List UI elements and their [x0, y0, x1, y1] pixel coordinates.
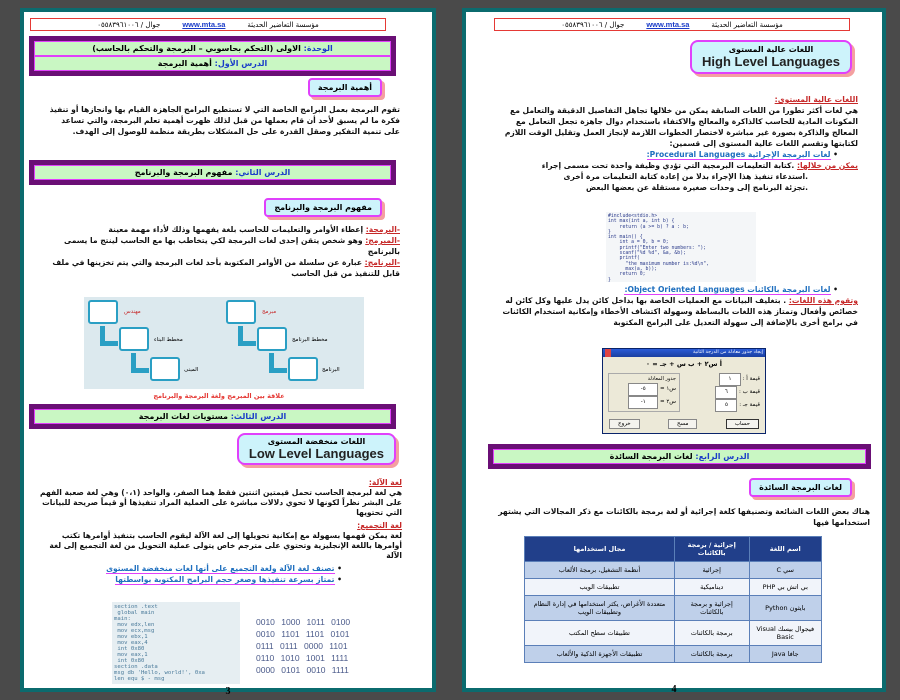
term: -المبرمج: — [365, 236, 400, 245]
label: وتقوم هذه اللغات: — [788, 296, 858, 305]
code-line: printf("Enter two numbers: "); — [608, 245, 707, 251]
code-line: return 0; — [608, 272, 646, 278]
code-line: main: — [114, 616, 131, 622]
lesson-title: مفهوم البرمجة والبرنامج — [134, 168, 233, 177]
equation: أ س٢ + ب س + جـ = ٠ — [646, 360, 722, 368]
programmer-figure — [84, 297, 364, 389]
table-cell: إجرائية و برمجة بالكائنات — [674, 596, 749, 621]
phone: جوال / ٠٥٥٨٣٩٦١٠٠٦ — [561, 20, 625, 29]
paragraph: تقوم البرمجة بعمل البرامج الخاصة التي لا تستطيع البرامج الجاهزة القيام بها وانجازها أو تنفيذ فكرة ما لم يسبق لأحد أن قام بعملها من قبل لذلك ظهرت أهمية تعلم البرمجة، والتي تساعد على تنمية التفكير وصقل القدرة على حل المشكلات بطريقة منظمة للوصول إلى الهدف. — [49, 105, 400, 136]
def-text: إعطاء الأوامر والتعليمات للحاسب بلغة يفهمها وذلك لأداء مهمة معينة — [108, 225, 366, 234]
website-link[interactable]: www.mta.sa — [182, 20, 226, 29]
machine-section — [34, 478, 402, 585]
root1-output: ٥- — [628, 383, 658, 396]
code-line: #include<stdio.h> — [608, 214, 658, 219]
dialog-titlebar — [603, 349, 765, 357]
page-3 — [20, 8, 436, 697]
table-cell: إجرائية — [674, 562, 749, 579]
figure-caption: علاقة بين المبرمج ولغة البرمجة والبرنامج — [153, 392, 285, 400]
root2-output: ١- — [628, 396, 658, 409]
page-header — [30, 18, 386, 31]
lesson-label: الدرس الثالث: — [230, 412, 287, 421]
high-level-title — [690, 40, 852, 74]
laptop-icon — [288, 357, 318, 381]
definitions — [38, 224, 400, 279]
diagram-icon — [257, 327, 287, 351]
lesson4-band — [488, 444, 871, 469]
website-link[interactable]: www.mta.sa — [646, 20, 690, 29]
binary-line: 0010 1000 1011 0100 — [256, 617, 351, 627]
root-label: س٢ = — [659, 399, 676, 405]
code-line: int 0x80 — [114, 658, 145, 664]
lesson-label: الدرس الرابع: — [695, 452, 750, 461]
code-line: "the maximum number is:%d\n", — [608, 261, 710, 267]
table-cell: فيجوال بيسك Visual Basic — [749, 621, 821, 646]
section-title: مفهوم البرمجة والبرنامج — [264, 198, 382, 217]
code-line: mov ebx,1 — [114, 634, 148, 640]
lesson-title: مستويات لغات البرمجة — [138, 412, 228, 421]
list-item: .استدعاء تنفيذ هذا الإجراء بدلا من إعادة كتابة التعليمات مرة أخرى — [563, 172, 808, 181]
a-input[interactable]: ١ — [719, 373, 741, 386]
c-code — [606, 212, 756, 282]
table-cell: برمجة بالكائنات — [674, 621, 749, 646]
code-line: section .data — [114, 664, 158, 670]
code-line: int max(int a, int b) { — [608, 219, 675, 225]
lesson-label: الدرس الأول: — [214, 59, 268, 68]
calculate-button[interactable]: حساب — [726, 419, 759, 429]
b-input[interactable]: ٦ — [715, 386, 737, 399]
table-cell: بايثون Python — [749, 596, 821, 621]
code-line: } — [608, 277, 611, 283]
org-name: مؤسسة التعاضير الحديثة — [711, 20, 783, 29]
page-number: 4 — [671, 684, 677, 695]
definition — [38, 235, 400, 257]
binary-line: 0110 1010 1001 1111 — [256, 653, 349, 663]
bullet: • لغات البرمجة بالكائنات Object Oriented Languages: — [624, 285, 838, 294]
field-label: قيمة ب : — [739, 389, 760, 395]
bullet: • تصنف لغة الآلة ولغة التجميع على أنها لغات منخفضة المستوى — [106, 564, 342, 573]
table-cell: تطبيقات الأجهزة الذكية والألعاب — [525, 646, 675, 663]
bullet: • تمتاز بسرعة تنفيذها وصغر حجم البرامج المكتوبة بواسطتها — [115, 575, 342, 584]
quadratic-dialog — [602, 348, 766, 434]
org-name: مؤسسة التعاضير الحديثة — [247, 20, 319, 29]
fig-label: مخطط البرنامج — [292, 337, 328, 343]
unit-label: الوحدة: — [303, 44, 333, 53]
table-cell: تطبيقات سطح المكتب — [525, 621, 675, 646]
code-line: int 0x80 — [114, 646, 145, 652]
bullet: • لغات البرمجة الإجرائية Procedural Languages: — [646, 150, 838, 159]
code-line: len equ $ - msg — [114, 676, 165, 682]
root-label: س١ = — [659, 386, 676, 392]
table-cell: جافا Java — [749, 646, 821, 663]
lesson-title: أهمية البرمجة — [157, 59, 212, 68]
title-ar: اللغات عالية المستوى — [728, 45, 814, 54]
code-line: scanf("%d %d", &a, &b); — [608, 251, 686, 257]
group-label: جذور المعادلة — [647, 376, 676, 382]
code-line: mov edx,len — [114, 622, 155, 628]
low-level-title — [237, 433, 396, 465]
label: يمكن من خلالها: — [796, 161, 858, 170]
lesson2-band — [29, 160, 396, 185]
binary-line: 0111 0111 0000 1101 — [256, 641, 348, 651]
computer-icon — [226, 300, 256, 324]
dialog-buttons — [609, 419, 759, 429]
field-label: قيمة جـ : — [739, 402, 760, 408]
code-line: mov eax,1 — [114, 652, 148, 658]
unit-title: الاولى (التحكم بحاسوبي – البرمجة والتحكم بالحاسب) — [92, 44, 301, 53]
def-text: وهو شخص يتقن إحدى لغات البرمجة لكي يتخاطب بها مع الحاسب لينتج ما يسمى بالبرنامج — [64, 236, 400, 256]
dialog-title: إيجاد جذور معادلة من الدرجة الثانية — [692, 350, 763, 355]
term: -البرمجة: — [365, 225, 400, 234]
table-cell: أنظمة التشغيل، برمجة الألعاب — [525, 562, 675, 579]
exit-button[interactable]: خروج — [609, 419, 640, 429]
fig-label: البرنامج — [322, 367, 340, 373]
fig-label: المبنى — [184, 367, 199, 373]
table-cell: سي C — [749, 562, 821, 579]
unit-band — [29, 36, 396, 76]
table-header-row — [525, 537, 822, 562]
code-line: max(a, b)); — [608, 266, 658, 272]
bullet-text: تمتاز بسرعة تنفيذها وصغر حجم البرامج المكتوبة بواسطتها — [115, 575, 335, 584]
paragraph: لغة يمكن فهمها بسهولة مع إمكانية تحويلها إلى لغة الآلة ليقوم الحاسب بتنفيذ أوامرها تكتب أوامرها باللغة الإنجليزية وتحتوي على مترجم خاص يتولى عملية التحويل من لغة التجميع إلى لغة الآلة — [49, 531, 402, 560]
code-line: return (a >= b) ? a : b; — [608, 224, 689, 230]
subheading: لغة التجميع: — [357, 521, 402, 530]
code-line: mov eax,4 — [114, 640, 148, 646]
oop-section — [496, 284, 858, 328]
code-line: int main() { — [608, 235, 643, 241]
phone: جوال / ٠٥٥٨٣٩٦١٠٠٦ — [97, 20, 161, 29]
paragraph: هي لغات أكثر تطورا من اللغات السابقة يمكن من خلالها تجاهل التفاصيل الدقيقة والتعامل مع المكونات المادية للحاسب كالذاكرة والمعالج والاكتفاء باستخدام دوال جاهزة تجعل التعامل مع المعالج والذاكرة بصورة غير مباشرة لاختصار الخطوات اللازمة لإنجاز العمل وتقليل الوقت اللازم لكتابتها وتقسم اللغات عالية المستوى إلى قسمين: — [504, 106, 858, 148]
paragraph: هي لغة لبرمجة الحاسب تحمل قيمتين اثنتين فقط هما الصفر، والواحد (٠،١) وهي لغة صعبة الفهم على البشر نظراً لكونها لا تحوي دلالات مباشرة على العملية المراد تنفيذها أو قيماً صريحة للبيانات التي تحتويها — [40, 488, 402, 517]
clear-button[interactable]: مسح — [668, 419, 697, 429]
table-cell: متعددة الأغراض، يكثر استخدامها في إدارة النظام وتطبيقات الويب — [525, 596, 675, 621]
paragraph: هناك بعض اللغات الشائعة وتصنيفها كلغة إجرائية أو لغة برمجة بالكائنات مع ذكر المجالات التي يشتهر استخدامها فيها — [498, 507, 870, 527]
coef-fields — [715, 373, 760, 412]
table-cell: بي اتش بي PHP — [749, 579, 821, 596]
list-item: .تجزئة البرنامج إلى وحدات صغيرة مستقلة عن بعضها البعض — [586, 183, 808, 192]
column-header: إجرائية / برمجة بالكائنات — [674, 537, 749, 562]
high-section — [496, 94, 858, 193]
subheading: لغة الآلة: — [368, 478, 402, 487]
binary-line: 0010 1101 1101 0101 — [256, 629, 350, 639]
table-cell: برمجة بالكائنات — [674, 646, 749, 663]
definition — [38, 257, 400, 279]
title-en: Low Level Languages — [248, 446, 384, 461]
term: -البرنامج: — [364, 258, 400, 267]
table-row — [525, 562, 822, 579]
subheading: اللغات عالية المستوى: — [774, 95, 858, 104]
binary-code — [256, 616, 350, 676]
code-line: int a = 0, b = 0; — [608, 240, 669, 246]
bullet-list — [34, 564, 402, 585]
c-input[interactable]: ٥ — [715, 399, 737, 412]
table-row — [525, 646, 822, 663]
fig-label: مبرمج — [262, 309, 277, 315]
code-line: } — [608, 229, 611, 235]
blueprint-icon — [119, 327, 149, 351]
column-header: مجال استخدامها — [525, 537, 675, 562]
page-4 — [462, 8, 886, 695]
fig-label: مهندس — [124, 309, 141, 315]
page-number: 3 — [225, 686, 231, 697]
fig-label: مخطط البناء — [154, 337, 183, 343]
lesson3-band — [29, 404, 396, 429]
table-row — [525, 621, 822, 646]
table-cell: تطبيقات الويب — [525, 579, 675, 596]
lesson-title: لغات البرمجة السائدة — [609, 452, 693, 461]
definition — [38, 224, 400, 235]
page-header — [494, 18, 850, 31]
house-icon — [150, 357, 180, 381]
bullet-text: تصنف لغة الآلة ولغة التجميع على أنها لغات منخفضة المستوى — [106, 564, 335, 573]
section-title: أهمية البرمجة — [308, 78, 382, 97]
languages-table — [524, 536, 822, 663]
bullet-text: لغات البرمجة بالكائنات Object Oriented Languages: — [624, 285, 831, 294]
code-line: printf( — [608, 256, 640, 262]
title-en: High Level Languages — [702, 54, 840, 69]
close-icon[interactable] — [605, 349, 611, 357]
code-line: section .text — [114, 604, 158, 610]
code-line: mov ecx,msg — [114, 628, 155, 634]
field-label: قيمة أ : — [742, 376, 760, 382]
engineer-icon — [88, 300, 118, 324]
list-item: .كتابة التعليمات البرمجية التي تؤدي وظيفة واحدة تحت مسمى إجراء — [541, 161, 795, 170]
paragraph: . بتغليف البيانات مع العمليات الخاصة بها بداخل كائن يدل عليها وكل كائن له خصائص وأفعال وتمتاز هذه اللغات بالبساطة وسهولة اكتشاف الأخطاء وإمكانية استخدام الكائنات في برامج أخرى بالإضافة إلى سهولة التعديل على البرامج المكتوبة — [502, 296, 858, 327]
roots-group — [608, 373, 680, 412]
bullet-text: لغات البرمجة الإجرائية Procedural Languages: — [646, 150, 831, 159]
binary-line: 0000 0101 0010 1111 — [256, 665, 349, 675]
column-header: اسم اللغة — [749, 537, 821, 562]
table-cell: ديناميكية — [674, 579, 749, 596]
title-ar: اللغات منخفضة المستوى — [267, 437, 366, 446]
assembly-code — [112, 602, 240, 684]
section-title: لغات البرمجة السائدة — [749, 478, 852, 497]
table-row — [525, 579, 822, 596]
code-line: global main — [114, 610, 155, 616]
lesson-label: الدرس الثاني: — [235, 168, 291, 177]
def-text: عبارة عن سلسلة من الأوامر المكتوبة بأحد لغات البرمجة والتي يتم تخزينها في ملف قابل للتنفيذ من قبل الحاسب — [52, 258, 400, 278]
table-row — [525, 596, 822, 621]
code-line: msg db 'Hello, world!', 0xa — [114, 670, 205, 676]
